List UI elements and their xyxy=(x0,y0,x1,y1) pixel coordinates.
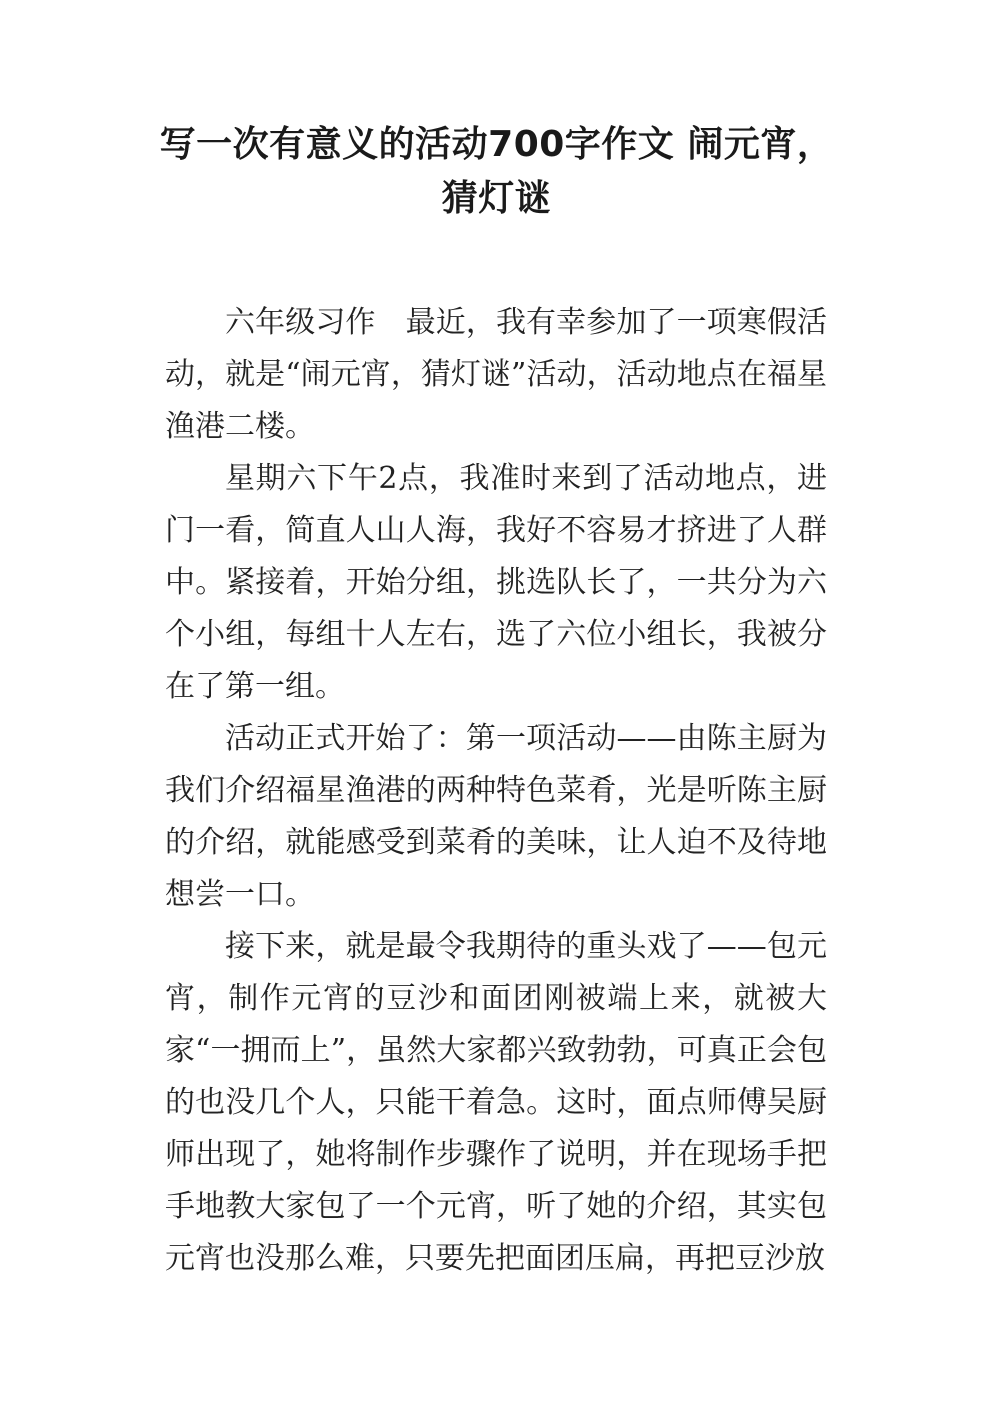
paragraph-1: 六年级习作 最近，我有幸参加了一项寒假活动，就是“闹元宵，猜灯谜”活动，活动地点在福星渔港二楼。 xyxy=(165,305,827,444)
paragraph-2: 星期六下午2点，我准时来到了活动地点，进门一看，简直人山人海，我好不容易才挤进了人群中。紧接着，开始分组，挑选队长了，一共分为六个小组，每组十人左右，选了六位小组长，我被分在了第一组。 xyxy=(165,461,827,704)
paragraph-3: 活动正式开始了：第一项活动——由陈主厨为我们介绍福星渔港的两种特色菜肴，光是听陈主厨的介绍，就能感受到菜肴的美味，让人迫不及待地想尝一口。 xyxy=(165,721,827,912)
document-title: 写一次有意义的活动700字作文 闹元宵，猜灯谜 xyxy=(159,124,834,219)
paragraph-4: 接下来，就是最令我期待的重头戏了——包元宵，制作元宵的豆沙和面团刚被端上来，就被大家“一拥而上”，虽然大家都兴致勃勃，可真正会包的也没几个人，只能干着急。这时，面点师傅吴厨师出现了，她将制作步骤作了说明，并在现场手把手地教大家包了一个元宵，听了她的介绍，其实包元宵也没那么难，只要先把面团压扁，再把豆沙放 xyxy=(165,929,827,1276)
document-body xyxy=(165,297,827,1285)
